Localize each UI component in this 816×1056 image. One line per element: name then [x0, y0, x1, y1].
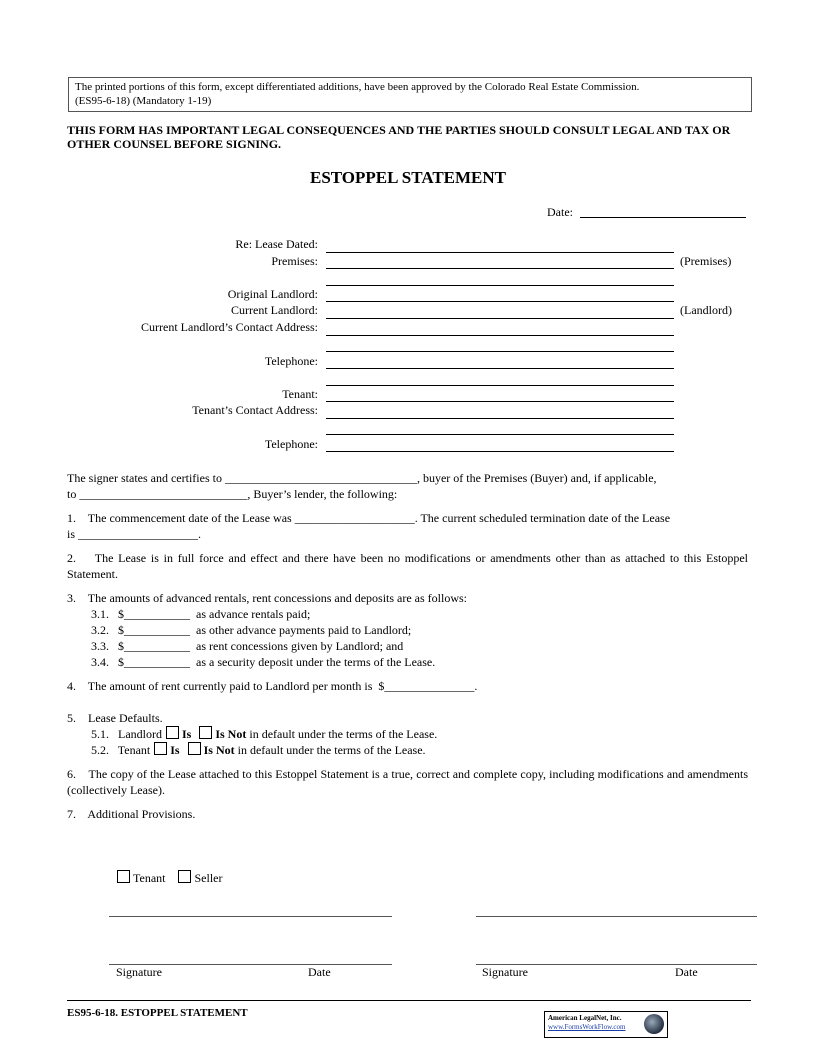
tenant-is-label: Is [170, 743, 180, 757]
signature-line-left-1[interactable] [109, 916, 392, 917]
landlord-is-not-label: Is Not [215, 727, 247, 741]
signature-label-left: Signature [116, 965, 162, 979]
tenant-address-label: Tenant’s Contact Address: [192, 403, 318, 417]
premises-suffix: (Premises) [680, 254, 732, 268]
approval-notice-line1: The printed portions of this form, except differentiated additions, have been approved by the Colorado Real Estate Commission. [75, 81, 640, 93]
landlord-suffix: (Landlord) [680, 303, 732, 317]
globe-icon [644, 1014, 664, 1034]
item-3-2: 3.2. $___________ as other advance payments paid to Landlord; [91, 623, 412, 637]
item-3-1: 3.1. $___________ as advance rentals paid; [91, 607, 311, 621]
item-4: 4. The amount of rent currently paid to Landlord per month is $_______________. [67, 679, 478, 693]
item-7: 7. Additional Provisions. [67, 807, 196, 821]
page-title: ESTOPPEL STATEMENT [309, 168, 507, 187]
original-landlord-field[interactable] [326, 301, 674, 302]
certify-line1: The signer states and certifies to ________________________________, buyer of the Premises (Buyer) and, if applicable, [67, 471, 657, 485]
tenant-default-tail: in default under the terms of the Lease. [237, 743, 426, 757]
date-field[interactable] [580, 217, 746, 218]
tenant-field[interactable] [326, 401, 674, 402]
premises-field[interactable] [326, 268, 674, 269]
certify-line2: to ____________________________, Buyer’s lender, the following: [67, 487, 398, 501]
logo-brand: American LegalNet, Inc. [548, 1014, 622, 1022]
landlord-address-field-2[interactable] [326, 351, 674, 352]
item-1-line1: 1. The commencement date of the Lease was ____________________. The current scheduled termination date of the Lease [67, 511, 671, 525]
landlord-address-field[interactable] [326, 335, 674, 336]
item-3: 3. The amounts of advanced rentals, rent concessions and deposits are as follows: [67, 591, 468, 605]
item-6: 6. The copy of the Lease attached to this Estoppel Statement is a true, correct and complete copy, including modifications and amendments (collectively Lease). [67, 767, 751, 797]
tenant-telephone-field[interactable] [326, 451, 674, 452]
approval-notice [68, 77, 752, 112]
seller-role-label: Seller [194, 871, 223, 885]
tenant-is-checkbox[interactable] [154, 742, 167, 755]
premises-field-2[interactable] [326, 285, 674, 286]
date-label-left: Date [308, 965, 331, 979]
date-label-right: Date [675, 965, 698, 979]
landlord-telephone-label: Telephone: [264, 354, 318, 368]
tenant-address-field-2[interactable] [326, 434, 674, 435]
item-5: 5. Lease Defaults. [67, 711, 163, 725]
item-2: 2. The Lease is in full force and effect and there have been no modifications or amendments other than as attached to this Estoppel Statement. [67, 551, 751, 581]
logo-url[interactable]: www.FormsWorkFlow.com [548, 1023, 626, 1031]
tenant-is-not-label: Is Not [203, 743, 235, 757]
tenant-address-field[interactable] [326, 418, 674, 419]
landlord-default-tail: in default under the terms of the Lease. [249, 727, 438, 741]
lease-dated-label: Re: Lease Dated: [235, 237, 318, 251]
signature-label-right: Signature [482, 965, 528, 979]
footer-divider [67, 1000, 751, 1001]
tenant-field-pre[interactable] [326, 385, 674, 386]
landlord-is-label: Is [182, 727, 192, 741]
footer-form-id: ES95-6-18. ESTOPPEL STATEMENT [67, 1007, 248, 1019]
premises-label: Premises: [271, 254, 318, 268]
role-selector [113, 870, 222, 886]
landlord-is-not-checkbox[interactable] [199, 726, 212, 739]
tenant-role-checkbox[interactable] [117, 870, 130, 883]
item-5-2-label: 5.2. Tenant [91, 743, 151, 757]
item-5-1 [91, 726, 437, 742]
current-landlord-label: Current Landlord: [231, 303, 318, 317]
current-landlord-field[interactable] [326, 318, 674, 319]
legal-warning: THIS FORM HAS IMPORTANT LEGAL CONSEQUENCES AND THE PARTIES SHOULD CONSULT LEGAL AND TAX OR OTHER COUNSEL BEFORE SIGNING. [67, 123, 731, 151]
original-landlord-label: Original Landlord: [227, 287, 318, 301]
item-3-4: 3.4. $___________ as a security deposit under the terms of the Lease. [91, 655, 436, 669]
landlord-is-checkbox[interactable] [166, 726, 179, 739]
lease-dated-field[interactable] [326, 252, 674, 253]
seller-role-checkbox[interactable] [178, 870, 191, 883]
item-3-3: 3.3. $___________ as rent concessions given by Landlord; and [91, 639, 404, 653]
date-label: Date: [547, 205, 573, 219]
signature-line-right-1[interactable] [476, 916, 757, 917]
item-5-1-label: 5.1. Landlord [91, 727, 162, 741]
tenant-telephone-label: Telephone: [264, 437, 318, 451]
approval-notice-line2: (ES95-6-18) (Mandatory 1-19) [75, 95, 212, 107]
landlord-address-label: Current Landlord’s Contact Address: [141, 320, 318, 334]
tenant-is-not-checkbox[interactable] [188, 742, 201, 755]
landlord-telephone-field[interactable] [326, 368, 674, 369]
item-5-2 [91, 742, 426, 758]
tenant-role-label: Tenant [133, 871, 166, 885]
publisher-logo[interactable] [544, 1011, 668, 1038]
tenant-label: Tenant: [282, 387, 318, 401]
item-1-line2: is ____________________. [67, 527, 202, 541]
